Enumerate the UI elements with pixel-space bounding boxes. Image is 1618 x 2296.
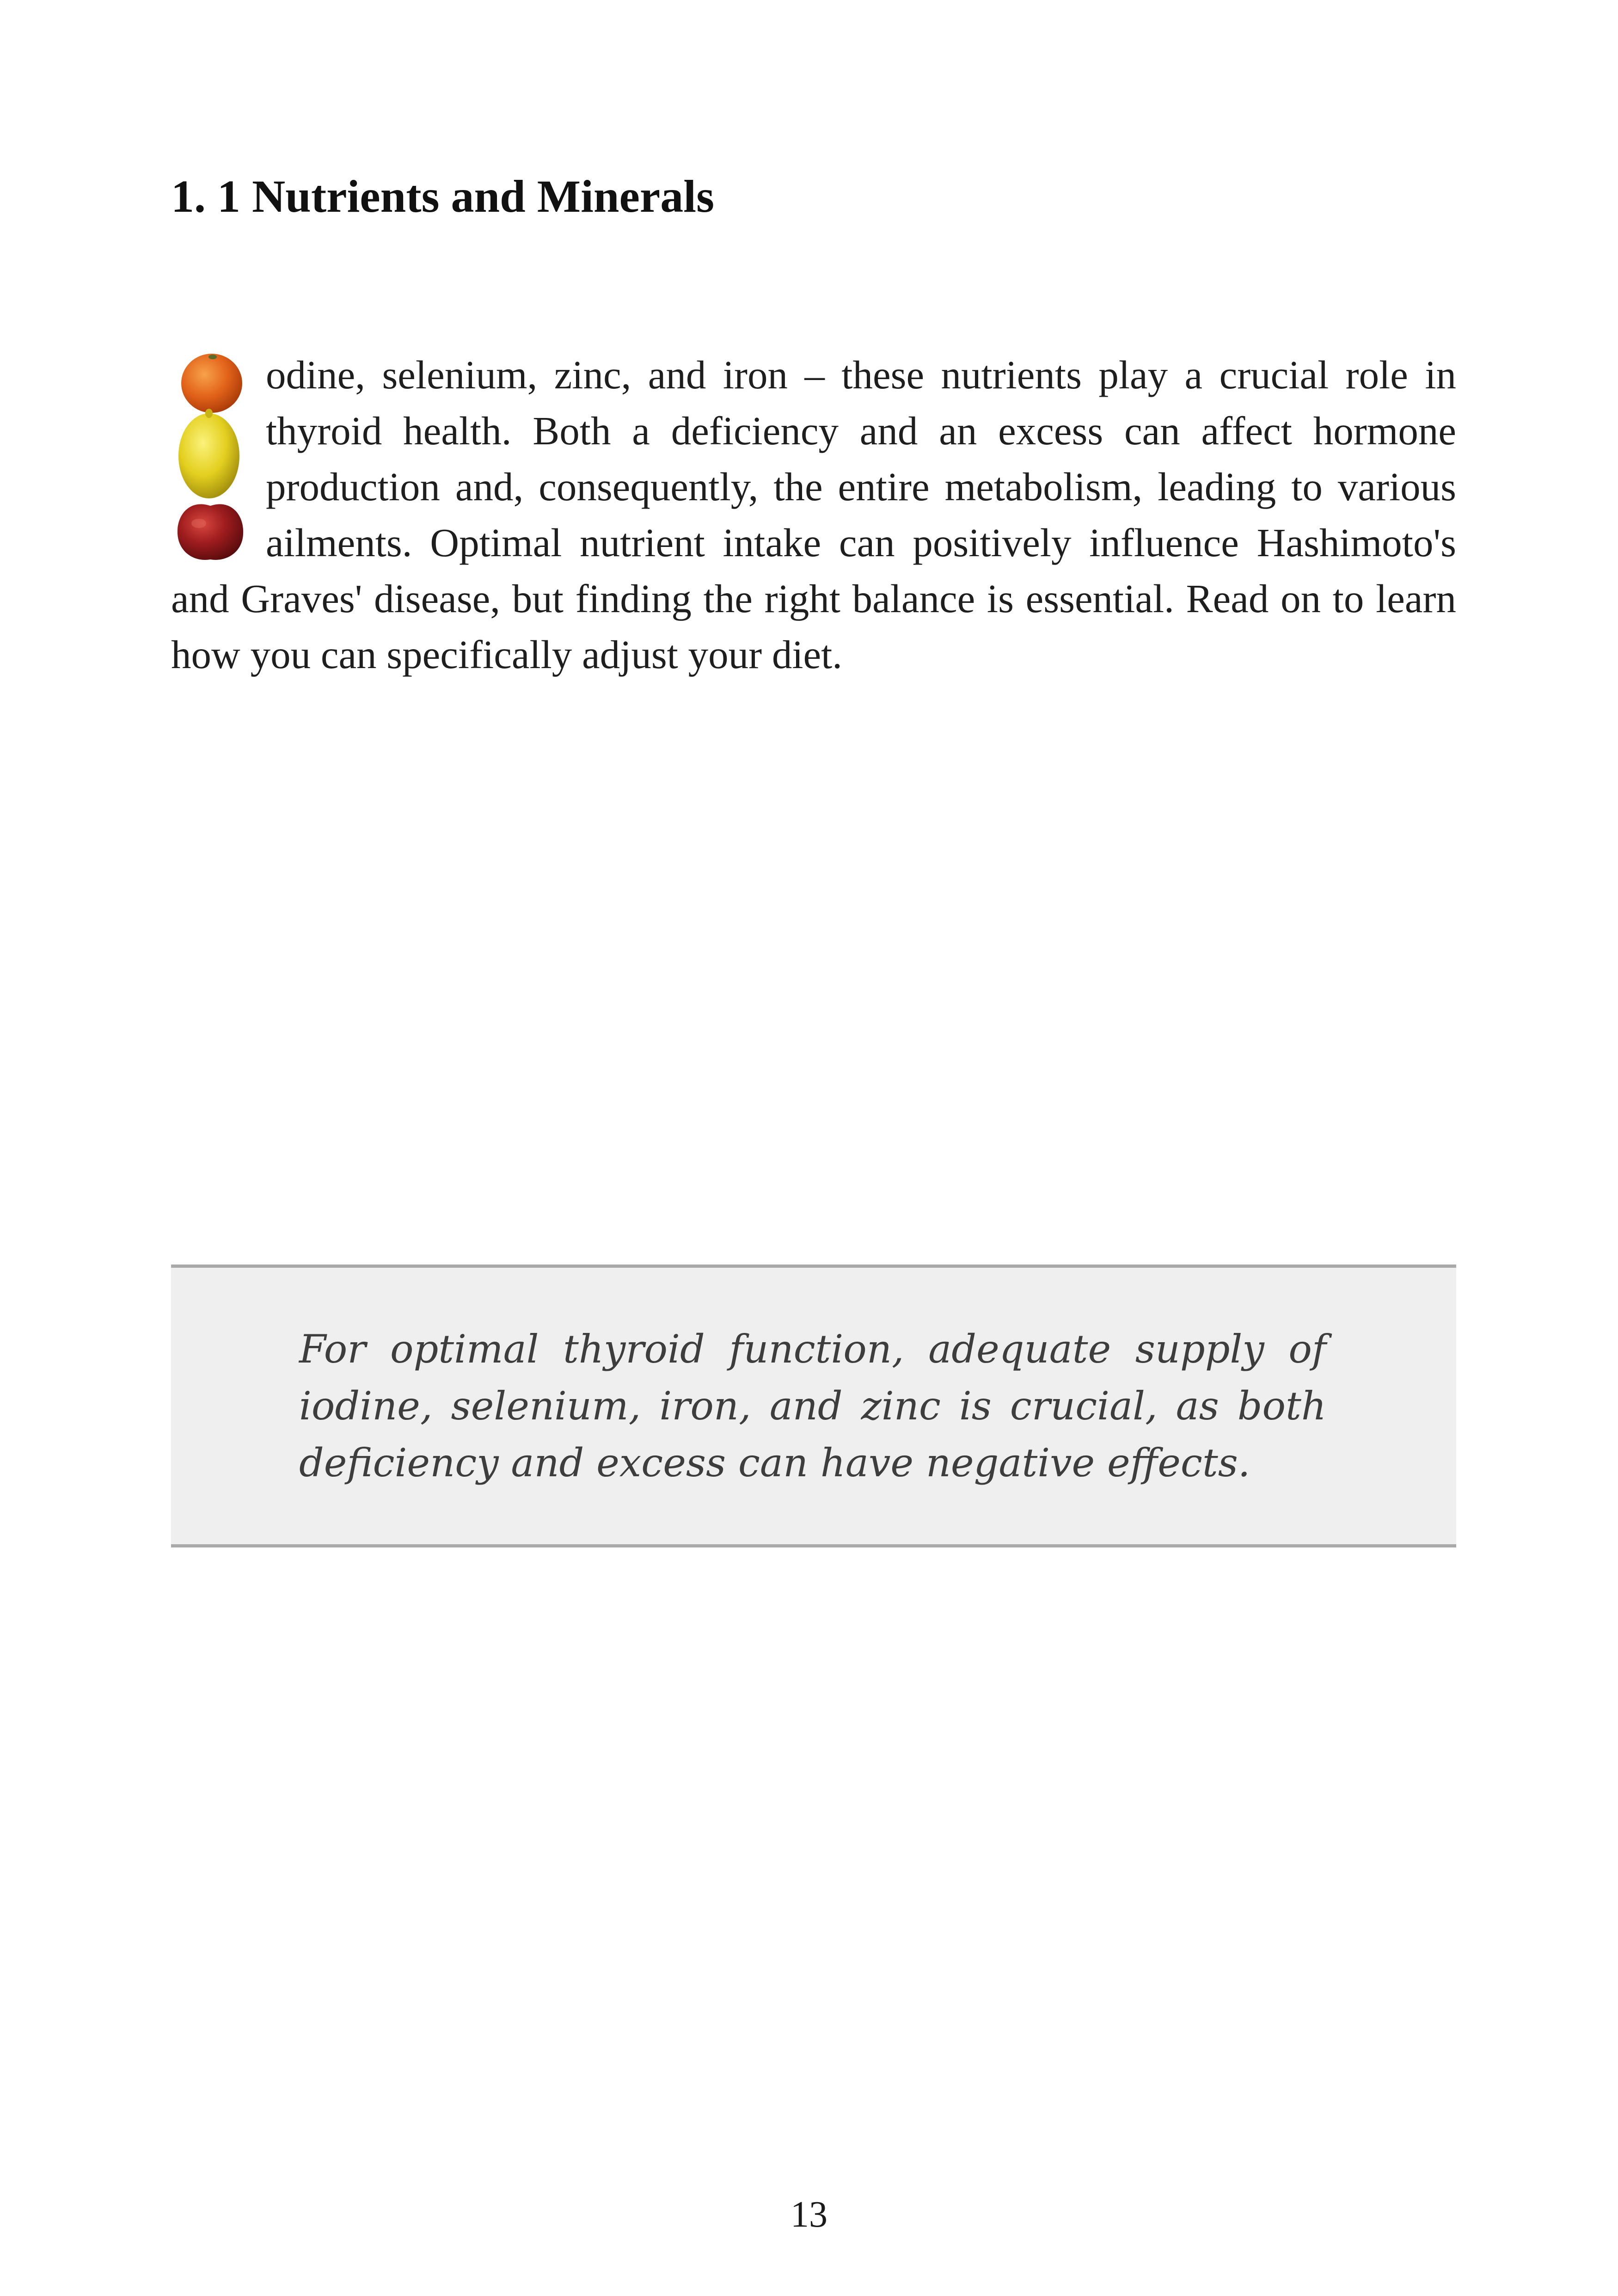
page-number: 13	[791, 2194, 827, 2235]
fruit-stack-letter-I-icon	[171, 349, 254, 563]
callout-box	[171, 1265, 1456, 1547]
intro-paragraph-block	[171, 347, 1456, 682]
callout-text: For optimal thyroid function, adequate supply of iodine, selenium, iron, and zinc is crucial, as both deficiency and excess can have negative effects.	[299, 1326, 1326, 1486]
section-heading: 1. 1 Nutrients and Minerals	[171, 171, 714, 222]
intro-text: odine, selenium, zinc, and iron – these nutrients play a crucial role in thyroid health. Both a deficiency and an excess can affect hormone production and, consequently, the entire metabolism, leading to various ailments. Optimal nutrient intake can positively influence Hashimoto's and Graves' disease, but finding the right balance is essential. Read on to learn how you can specifically adjust your diet.	[171, 352, 1456, 677]
